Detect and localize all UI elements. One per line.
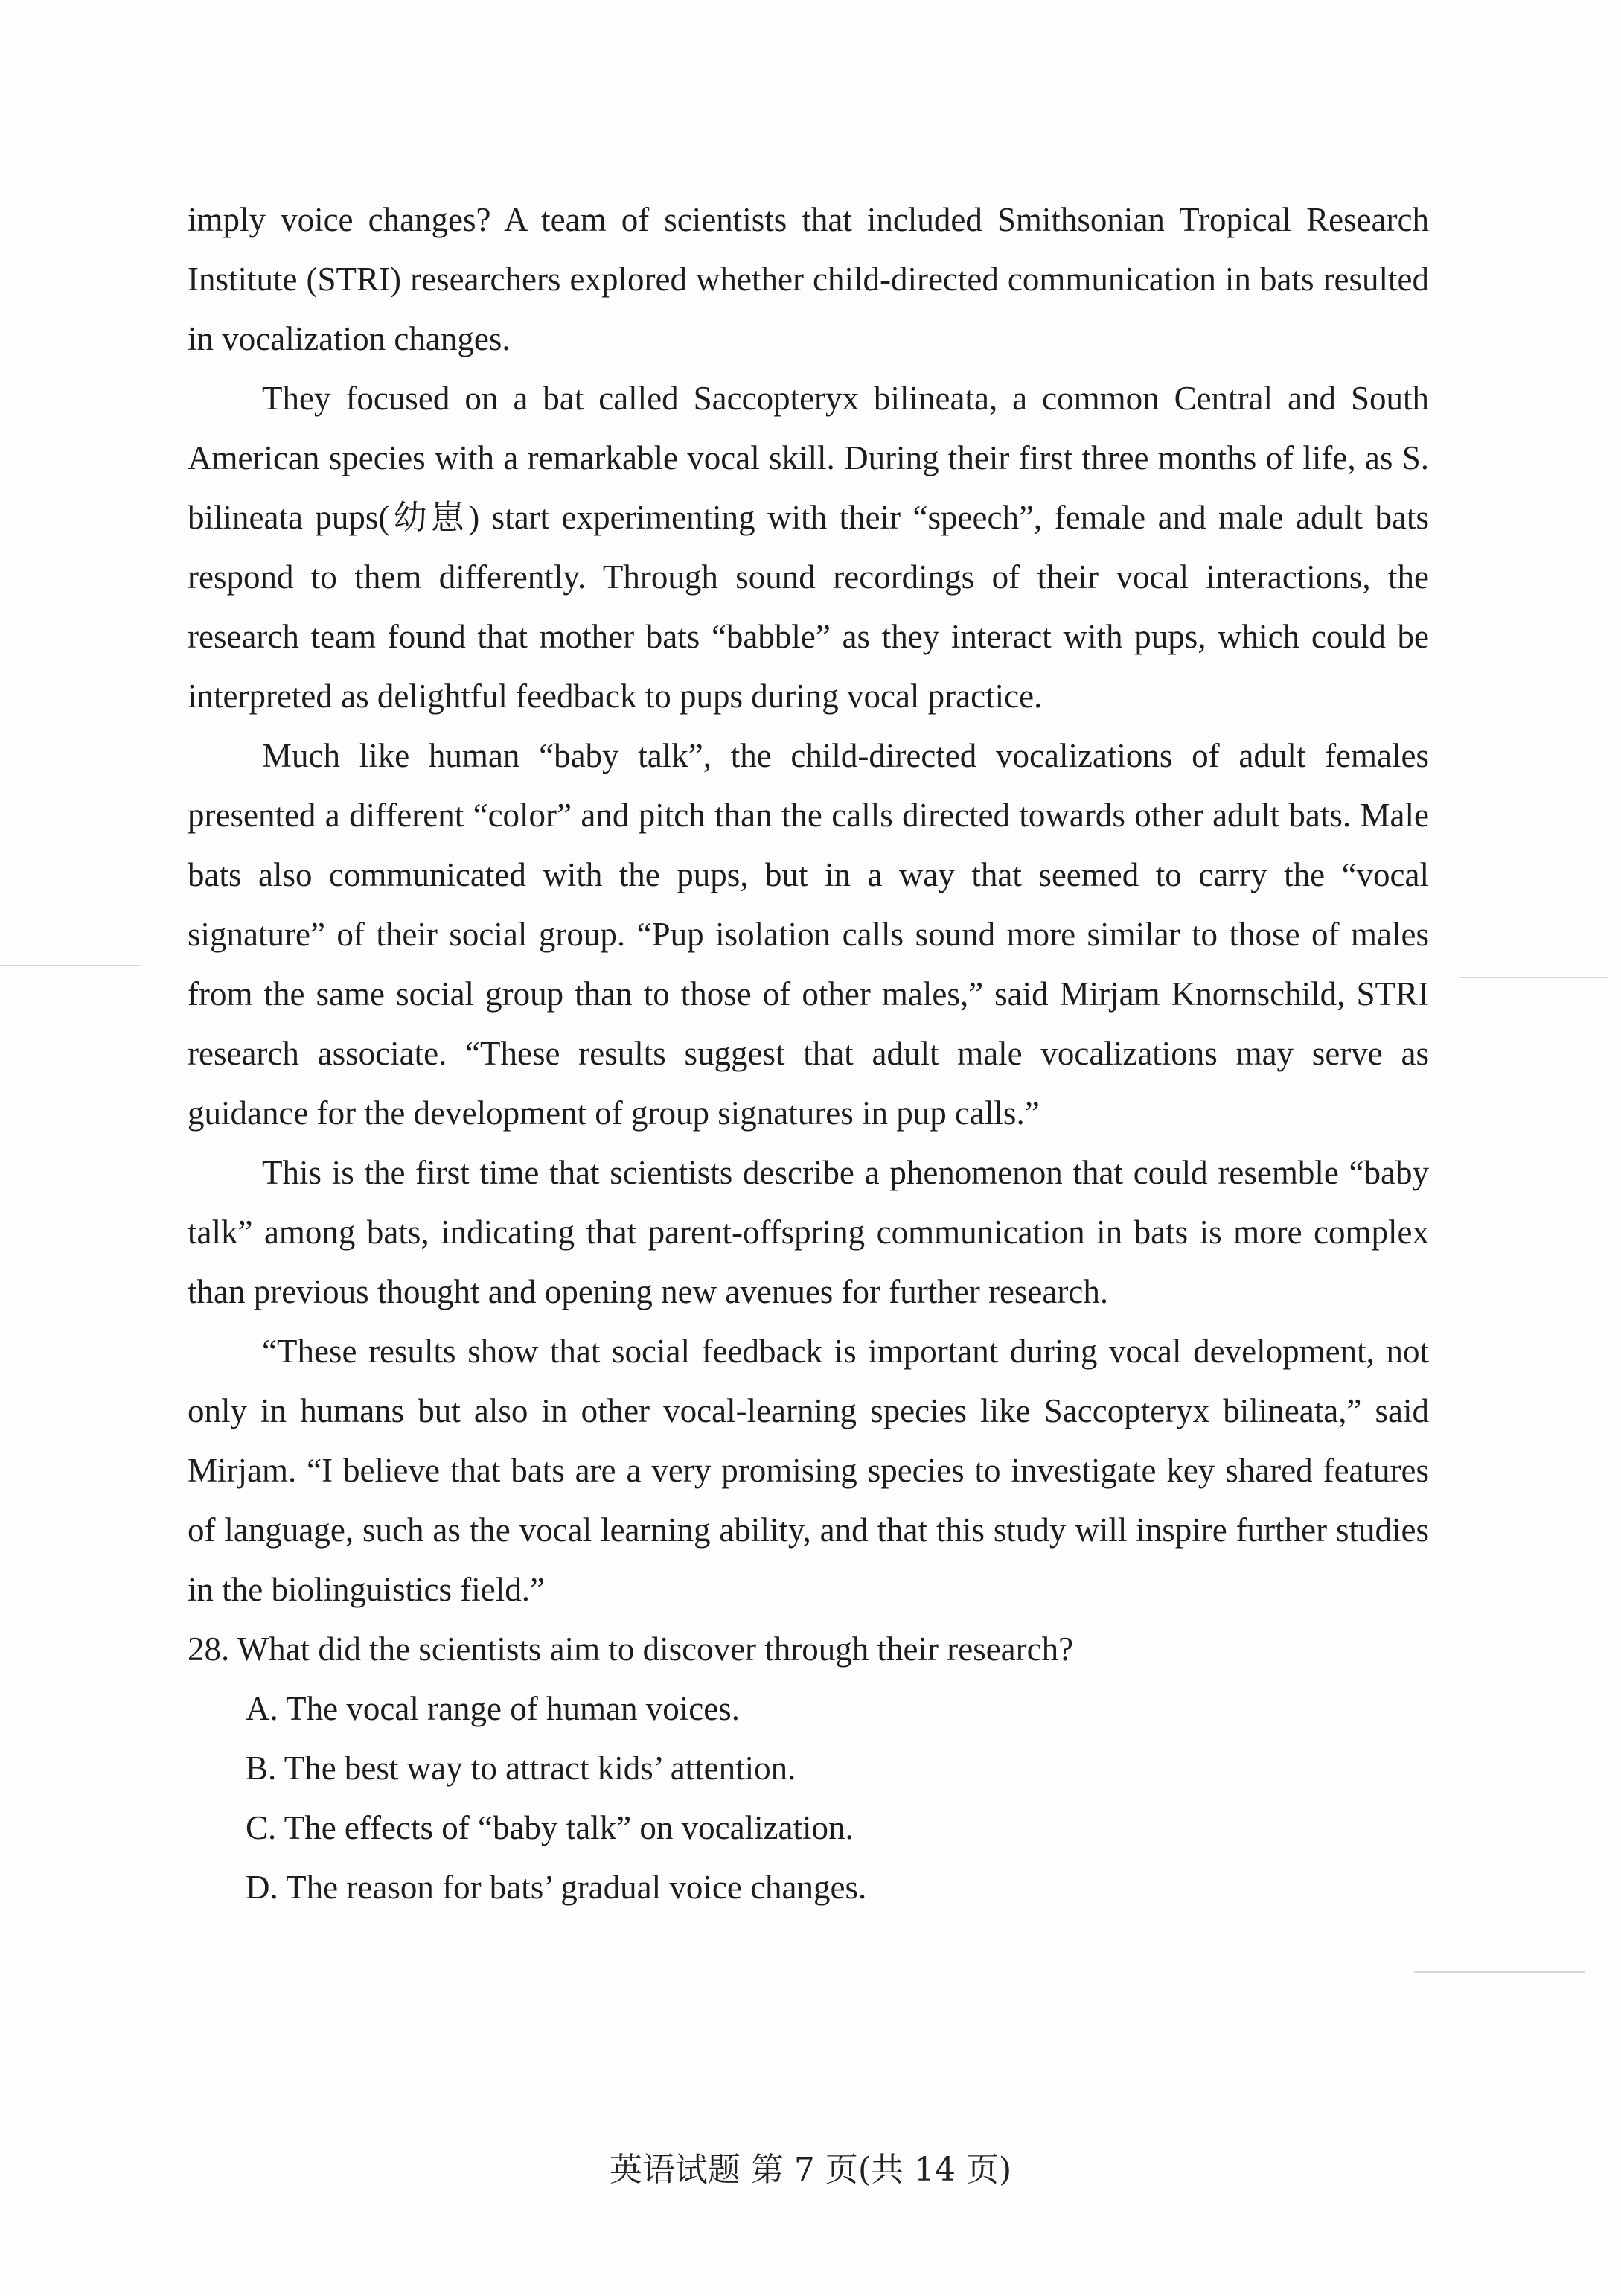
scan-artifact-line <box>1459 977 1608 978</box>
option-c: C. The effects of “baby talk” on vocalization. <box>246 1809 854 1846</box>
scan-artifact-line <box>0 965 141 966</box>
option-d: D. The reason for bats’ gradual voice changes. <box>246 1869 867 1906</box>
option-a: A. The vocal range of human voices. <box>246 1690 740 1727</box>
page-footer: 英语试题 第 7 页(共 14 页) <box>609 2151 1012 2189</box>
passage-paragraph-3: Much like human “baby talk”, the child-directed vocalizations of adult females presented a different “color” and pitch than the calls directed towards other adult bats. Male bats also communicated with the pups, but in a way that seemed to carry the “vocal signature” of their social group. “Pup isolation calls sound more similar to those of males from the same social group than to those of other males,” said Mirjam Knornschild, STRI research associate. “These results suggest that adult male vocalizations may serve as guidance for the development of group signatures in pup calls.” <box>188 737 1429 1132</box>
scan-artifact-line <box>1414 1971 1585 1973</box>
passage-paragraph-5: “These results show that social feedback is important during vocal development, not only in humans but also in other vocal-learning species like Saccopteryx bilineata,” said Mirjam. “I believe that bats are a very promising species to investigate key shared features of language, such as the vocal learning ability, and that this study will inspire further studies in the biolinguistics field.” <box>188 1333 1429 1608</box>
passage-paragraph-4: This is the first time that scientists describe a phenomenon that could resemble “baby talk” among bats, indicating that parent-offspring communication in bats is more complex than previous thought and opening new avenues for further research. <box>188 1154 1429 1310</box>
passage-content <box>188 190 1429 1917</box>
passage-paragraph-2: They focused on a bat called Saccopteryx bilineata, a common Central and South American species with a remarkable vocal skill. During their first three months of life, as S. bilineata pups(幼崽) start experimenting with their “speech”, female and male adult bats respond to them differently. Through sound recordings of their vocal interactions, the research team found that mother bats “babble” as they interact with pups, which could be interpreted as delightful feedback to pups during vocal practice. <box>188 380 1429 715</box>
question-stem: 28. What did the scientists aim to discover through their research? <box>188 1630 1074 1668</box>
option-b: B. The best way to attract kids’ attention. <box>246 1750 796 1787</box>
question-28 <box>188 1619 1429 1917</box>
passage-paragraph-1: imply voice changes? A team of scientists that included Smithsonian Tropical Research Institute (STRI) researchers explored whether child-directed communication in bats resulted in vocalization changes. <box>188 201 1429 357</box>
